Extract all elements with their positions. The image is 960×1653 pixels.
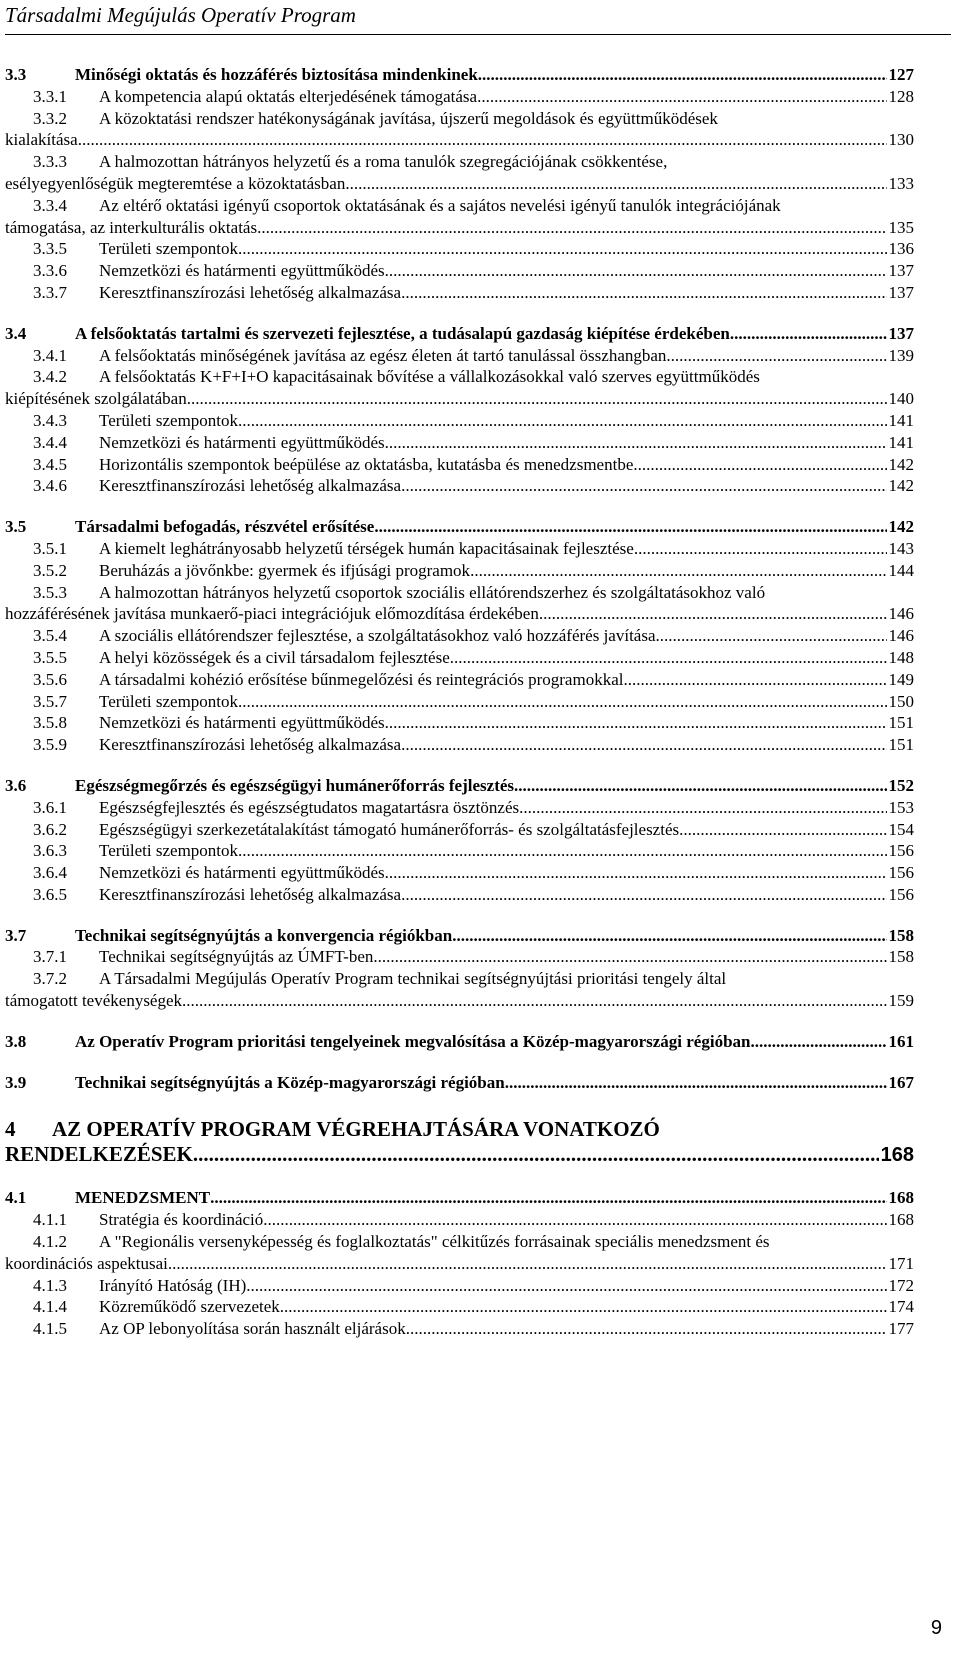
toc-entry-title: A felsőoktatás K+F+I+O kapacitásainak bővítése a vállalkozásokkal való szerves együttműködés — [99, 367, 760, 387]
toc-entry-page: 152 — [888, 775, 914, 795]
toc-leader-dots — [519, 797, 886, 819]
toc-entry-title: Egészségmegőrzés és egészségügyi humánerőforrás fejlesztés — [75, 775, 515, 795]
toc-entry[interactable] — [5, 691, 914, 713]
toc-entry-page: 135 — [888, 217, 914, 237]
toc-entry-title: Területi szempontok — [99, 841, 239, 861]
toc-entry-title: Keresztfinanszírozási lehetőség alkalmazása — [99, 476, 402, 496]
toc-entry-page: 150 — [888, 691, 914, 711]
toc-entry-title: MENEDZSMENT — [75, 1188, 211, 1208]
toc-entry-title: esélyegyenlőségük megteremtése a közoktatásban — [5, 173, 346, 193]
toc-entry[interactable] — [5, 454, 914, 476]
toc-entry-page: 168 — [880, 1144, 914, 1167]
toc-entry-page: 159 — [888, 991, 914, 1011]
toc-leader-dots — [385, 432, 887, 454]
toc-entry-page: 168 — [888, 1188, 914, 1208]
toc-entry-page: 151 — [888, 713, 914, 733]
toc-leader-dots — [345, 173, 886, 195]
toc-entry-title: Nemzetközi és határmenti együttműködés — [99, 863, 385, 883]
toc-entry[interactable] — [5, 1031, 914, 1053]
toc-leader-dots — [505, 1072, 887, 1094]
toc-entry[interactable] — [5, 862, 914, 884]
toc-entry-number: 3.4.4 — [33, 432, 67, 452]
toc-entry-title: koordinációs aspektusai — [5, 1253, 168, 1273]
toc-entry[interactable] — [5, 797, 914, 819]
toc-entry[interactable] — [5, 323, 914, 345]
toc-entry-page: 136 — [888, 239, 914, 259]
toc-entry-page: 167 — [888, 1072, 914, 1092]
toc-entry-number: 3.7.2 — [33, 969, 67, 989]
toc-entry-title: Technikai segítségnyújtás a konvergencia régiókban — [75, 925, 453, 945]
toc-entry-page: 144 — [888, 560, 914, 580]
toc-entry-title: Nemzetközi és határmenti együttműködés — [99, 432, 385, 452]
toc-entry-title: Keresztfinanszírozási lehetőség alkalmazása — [99, 735, 402, 755]
toc-entry-title: A halmozottan hátrányos helyzetű és a roma tanulók szegregációjának csökkentése, — [99, 152, 668, 172]
page-header — [5, 0, 955, 38]
toc-leader-dots — [514, 775, 886, 797]
toc-leader-dots — [280, 1296, 887, 1318]
toc-leader-dots — [187, 388, 887, 410]
toc-leader-dots — [679, 819, 886, 841]
toc-entry-title: A halmozottan hátrányos helyzetű csoportok szociális ellátórendszerhez és szolgáltatásokhoz való — [99, 582, 766, 602]
toc-entry-page: 174 — [888, 1297, 914, 1317]
toc-entry-number: 3.6.5 — [33, 884, 67, 904]
toc-entry[interactable] — [5, 366, 914, 410]
toc-entry-title: Technikai segítségnyújtás a Közép-magyarországi régióban — [75, 1072, 505, 1092]
toc-entry-number: 3.4.3 — [33, 410, 67, 430]
toc-entry-title: Minőségi oktatás és hozzáférés biztosítása mindenkinek — [75, 65, 478, 84]
toc-entry-page: 156 — [888, 863, 914, 883]
toc-entry-page: 149 — [888, 669, 914, 689]
toc-entry-page: 168 — [888, 1210, 914, 1230]
toc-gap — [5, 756, 914, 775]
toc-leader-dots — [238, 691, 886, 713]
toc-entry-page: 151 — [888, 735, 914, 755]
toc-entry-number: 3.3 — [5, 65, 27, 84]
toc-entry-number: 3.5 — [5, 517, 27, 537]
toc-entry-title: A "Regionális versenyképesség és foglalkoztatás" célkitűzés forrásainak speciális menedzsment és — [99, 1232, 770, 1252]
toc-entry-number: 3.5.8 — [33, 713, 67, 733]
toc-entry[interactable] — [5, 712, 914, 734]
toc-entry-title: A társadalmi kohézió erősítése bűnmegelőzési és reintegrációs programokkal — [99, 669, 624, 689]
toc-leader-dots — [238, 410, 886, 432]
toc-gap — [5, 304, 914, 323]
toc-entry-page: 154 — [888, 819, 914, 839]
toc-entry[interactable] — [5, 925, 914, 947]
toc-entry[interactable] — [5, 151, 914, 195]
toc-leader-dots — [263, 1209, 886, 1231]
toc-gap — [5, 1012, 914, 1031]
toc-leader-dots — [750, 1031, 886, 1053]
toc-entry[interactable] — [5, 86, 914, 108]
toc-entry-number: 3.6.1 — [33, 797, 67, 817]
toc-entry-number: 3.3.1 — [33, 86, 67, 106]
toc-entry-page: 153 — [888, 797, 914, 817]
toc-entry-number: 4.1.2 — [33, 1232, 67, 1252]
toc-entry-page: 146 — [888, 604, 914, 624]
toc-entry-number: 3.3.4 — [33, 195, 67, 215]
toc-entry-number: 3.6.3 — [33, 841, 67, 861]
toc-entry-page: 139 — [888, 345, 914, 365]
toc-entry-page: 161 — [888, 1031, 914, 1051]
toc-entry-number: 3.5.4 — [33, 626, 67, 646]
toc-entry-page: 141 — [888, 432, 914, 452]
toc-entry-number: 3.6.4 — [33, 863, 67, 883]
toc-entry-page: 142 — [888, 517, 914, 537]
toc-entry-title: Keresztfinanszírozási lehetőség alkalmazása — [99, 884, 402, 904]
toc-entry-number: 3.4.1 — [33, 345, 67, 365]
toc-entry[interactable] — [5, 1318, 914, 1340]
toc-entry-title: Az Operatív Program prioritási tengelyeinek megvalósítása a Közép-magyarországi régióban — [75, 1031, 751, 1051]
toc-entry-title: kialakítása — [5, 130, 78, 150]
toc-leader-dots — [246, 1275, 886, 1297]
toc-entry-title: Az eltérő oktatási igényű csoportok oktatásának és a sajátos nevelési igényű tanulók integrációjának — [99, 195, 781, 215]
toc-entry-number: 3.3.6 — [33, 261, 67, 281]
toc-entry-title: hozzáférésének javítása munkaerő-piaci integrációjuk előmozdítása érdekében — [5, 604, 539, 624]
toc-entry-title: Technikai segítségnyújtás az ÚMFT-ben — [99, 947, 374, 967]
toc-entry-title: A szociális ellátórendszer fejlesztése, a szolgáltatásokhoz való hozzáférés javítása — [99, 626, 656, 646]
toc-leader-dots — [450, 647, 887, 669]
toc-gap — [5, 497, 914, 516]
toc-entry-page: 127 — [888, 65, 914, 84]
toc-entry-number: 3.3.5 — [33, 239, 67, 259]
toc-entry[interactable] — [5, 560, 914, 582]
toc-entry-number: 4.1.5 — [33, 1319, 67, 1339]
toc-entry-number: 3.4 — [5, 323, 27, 343]
toc-entry-title: A kiemelt leghátrányosabb helyzetű térségek humán kapacitásainak fejlesztése — [99, 538, 634, 558]
toc-entry[interactable] — [5, 475, 914, 497]
toc-leader-dots — [210, 1187, 886, 1209]
toc-entry-number: 3.4.6 — [33, 476, 67, 496]
toc-leader-dots — [401, 475, 886, 497]
toc-entry-page: 130 — [888, 130, 914, 150]
toc-leader-dots — [374, 516, 886, 538]
toc-entry[interactable] — [5, 432, 914, 454]
toc-entry-page: 146 — [888, 626, 914, 646]
toc-leader-dots — [238, 840, 886, 862]
toc-entry-title: Területi szempontok — [99, 239, 239, 259]
toc-entry-page: 158 — [888, 947, 914, 967]
toc-entry[interactable] — [5, 108, 914, 152]
toc-entry-number: 3.6.2 — [33, 819, 67, 839]
toc-entry-page: 128 — [888, 86, 914, 106]
toc-entry[interactable] — [5, 1072, 914, 1094]
toc-entry-number: 4 — [5, 1117, 16, 1142]
toc-entry-page: 137 — [888, 282, 914, 302]
toc-leader-dots — [385, 862, 887, 884]
header-rule — [5, 34, 951, 35]
toc-leader-dots — [257, 217, 886, 239]
toc-entry-number: 3.5.2 — [33, 560, 67, 580]
toc-entry[interactable] — [5, 1275, 914, 1297]
toc-leader-dots — [182, 990, 886, 1012]
toc-leader-dots — [656, 625, 887, 647]
toc-leader-dots — [168, 1253, 887, 1275]
toc-entry-title: Nemzetközi és határmenti együttműködés — [99, 261, 385, 281]
toc-entry[interactable] — [5, 1117, 914, 1168]
toc-entry[interactable] — [5, 840, 914, 862]
toc-entry-number: 3.7 — [5, 925, 27, 945]
toc-entry-number: 4.1.4 — [33, 1297, 67, 1317]
toc-leader-dots — [78, 129, 887, 151]
toc-entry-title: A felsőoktatás tartalmi és szervezeti fejlesztése, a tudásalapú gazdaság kiépítése érdekében — [75, 323, 730, 343]
toc-entry-number: 3.5.7 — [33, 691, 67, 711]
toc-entry[interactable] — [5, 282, 914, 304]
toc-entry-number: 3.9 — [5, 1072, 27, 1092]
toc-leader-dots — [385, 260, 887, 282]
toc-entry[interactable] — [5, 1231, 914, 1275]
toc-leader-dots — [401, 884, 886, 906]
document-title: Társadalmi Megújulás Operatív Program — [5, 3, 356, 27]
toc-gap — [5, 1053, 914, 1072]
toc-entry[interactable] — [5, 195, 914, 239]
toc-entry[interactable] — [5, 538, 914, 560]
toc-leader-dots — [478, 64, 887, 86]
toc-entry-title: Nemzetközi és határmenti együttműködés — [99, 713, 385, 733]
toc-entry-number: 4.1.1 — [33, 1210, 67, 1230]
toc-entry[interactable] — [5, 734, 914, 756]
toc-entry-page: 156 — [888, 841, 914, 861]
toc-entry-page: 141 — [888, 410, 914, 430]
toc-entry[interactable] — [5, 1296, 914, 1318]
toc-leader-dots — [238, 238, 886, 260]
toc-entry-title: A Társadalmi Megújulás Operatív Program technikai segítségnyújtási prioritási tengely által — [99, 969, 727, 989]
toc-entry-title: AZ OPERATÍV PROGRAM VÉGREHAJTÁSÁRA VONATKOZÓ — [52, 1117, 660, 1142]
toc-entry[interactable] — [5, 946, 914, 968]
toc-leader-dots — [539, 603, 887, 625]
toc-entry-title: Stratégia és koordináció — [99, 1210, 264, 1230]
toc-entry-page: 171 — [888, 1253, 914, 1273]
toc-entry-title: Horizontális szempontok beépülése az oktatásba, kutatásba és menedzsmentbe — [99, 454, 634, 474]
toc-leader-dots — [406, 1318, 887, 1340]
toc-entry[interactable] — [5, 884, 914, 906]
toc-entry-title: A közoktatási rendszer hatékonyságának javítása, újszerű megoldások és együttműködések — [99, 108, 718, 128]
toc-entry-number: 3.4.2 — [33, 367, 67, 387]
toc-entry-number: 3.5.5 — [33, 647, 67, 667]
toc-entry-number: 3.7.1 — [33, 947, 67, 967]
toc-entry-number: 3.5.3 — [33, 582, 67, 602]
toc-entry-title: kiépítésének szolgálatában — [5, 389, 187, 409]
toc-entry-number: 3.3.2 — [33, 108, 67, 128]
toc-entry[interactable] — [5, 647, 914, 669]
toc-gap — [5, 1093, 914, 1117]
toc-entry-number: 3.5.9 — [33, 735, 67, 755]
toc-entry-page: 172 — [888, 1275, 914, 1295]
toc-leader-dots — [666, 345, 886, 367]
toc-leader-dots — [452, 925, 886, 947]
toc-entry-page: 140 — [888, 389, 914, 409]
toc-entry-number: 3.5.1 — [33, 538, 67, 558]
toc-entry-page: 143 — [888, 538, 914, 558]
toc-entry-title: Beruházás a jövőnkbe: gyermek és ifjúsági programok — [99, 560, 471, 580]
toc-entry-title: Irányító Hatóság (IH) — [99, 1275, 247, 1295]
toc-entry-title: A kompetencia alapú oktatás elterjedésének támogatása — [99, 86, 478, 106]
toc-entry[interactable] — [5, 1209, 914, 1231]
toc-leader-dots — [477, 86, 886, 108]
toc-entry-title: A helyi közösségek és a civil társadalom fejlesztése — [99, 647, 450, 667]
toc-entry-title: támogatása, az interkulturális oktatás — [5, 217, 258, 237]
toc-entry-title: Társadalmi befogadás, részvétel erősítése — [75, 517, 375, 537]
toc-entry-title: Területi szempontok — [99, 691, 239, 711]
toc-entry-title: Közreműködő szervezetek — [99, 1297, 280, 1317]
toc-gap — [5, 906, 914, 925]
page-number: 9 — [930, 1617, 942, 1639]
toc-entry[interactable] — [5, 345, 914, 367]
toc-leader-dots — [633, 454, 886, 476]
toc-leader-dots — [401, 282, 886, 304]
toc-entry-title: Keresztfinanszírozási lehetőség alkalmazása — [99, 282, 402, 302]
toc-entry[interactable] — [5, 968, 914, 1012]
toc-entry-number: 3.4.5 — [33, 454, 67, 474]
table-of-contents — [5, 64, 914, 1340]
toc-entry-page: 156 — [888, 884, 914, 904]
toc-entry-page: 142 — [888, 476, 914, 496]
toc-entry-number: 3.6 — [5, 775, 27, 795]
toc-leader-dots — [634, 538, 887, 560]
toc-entry-page: 137 — [888, 323, 914, 343]
toc-entry-page: 177 — [888, 1319, 914, 1339]
toc-entry[interactable] — [5, 819, 914, 841]
toc-entry[interactable] — [5, 582, 914, 626]
toc-entry[interactable] — [5, 1187, 914, 1209]
toc-entry-title: Egészségügyi szerkezetátalakítást támogató humánerőforrás- és szolgáltatásfejlesztés — [99, 819, 680, 839]
toc-entry-number: 3.8 — [5, 1031, 27, 1051]
toc-entry-number: 4.1.3 — [33, 1275, 67, 1295]
toc-leader-dots — [373, 946, 886, 968]
toc-entry-page: 133 — [888, 173, 914, 193]
toc-entry-title: Egészségfejlesztés és egészségtudatos magatartásra ösztönzés — [99, 797, 520, 817]
toc-entry-page: 158 — [888, 925, 914, 945]
toc-entry-number: 3.3.7 — [33, 282, 67, 302]
toc-entry-number: 3.5.6 — [33, 669, 67, 689]
toc-entry-title: Területi szempontok — [99, 410, 239, 430]
toc-leader-dots — [401, 734, 886, 756]
toc-gap — [5, 1168, 914, 1187]
toc-entry[interactable] — [5, 625, 914, 647]
toc-entry-number: 3.3.3 — [33, 152, 67, 172]
toc-leader-dots — [730, 323, 887, 345]
toc-entry[interactable] — [5, 669, 914, 691]
toc-leader-dots — [385, 712, 887, 734]
toc-entry-title: Az OP lebonyolítása során használt eljárások — [99, 1319, 406, 1339]
toc-leader-dots — [470, 560, 886, 582]
toc-entry-page: 142 — [888, 454, 914, 474]
toc-entry-page: 137 — [888, 261, 914, 281]
toc-leader-dots — [193, 1142, 879, 1167]
toc-entry-title: A felsőoktatás minőségének javítása az egész életen át tartó tanulással összhangban — [99, 345, 667, 365]
toc-entry[interactable] — [5, 516, 914, 538]
toc-entry[interactable] — [5, 260, 914, 282]
toc-entry-title: támogatott tevékenységek — [5, 991, 183, 1011]
toc-entry[interactable] — [5, 775, 914, 797]
toc-entry-number: 4.1 — [5, 1188, 27, 1208]
toc-entry[interactable] — [5, 238, 914, 260]
toc-entry[interactable] — [5, 64, 914, 86]
toc-leader-dots — [623, 669, 886, 691]
toc-entry[interactable] — [5, 410, 914, 432]
toc-entry-page: 148 — [888, 647, 914, 667]
toc-entry-title: RENDELKEZÉSEK — [5, 1142, 193, 1167]
